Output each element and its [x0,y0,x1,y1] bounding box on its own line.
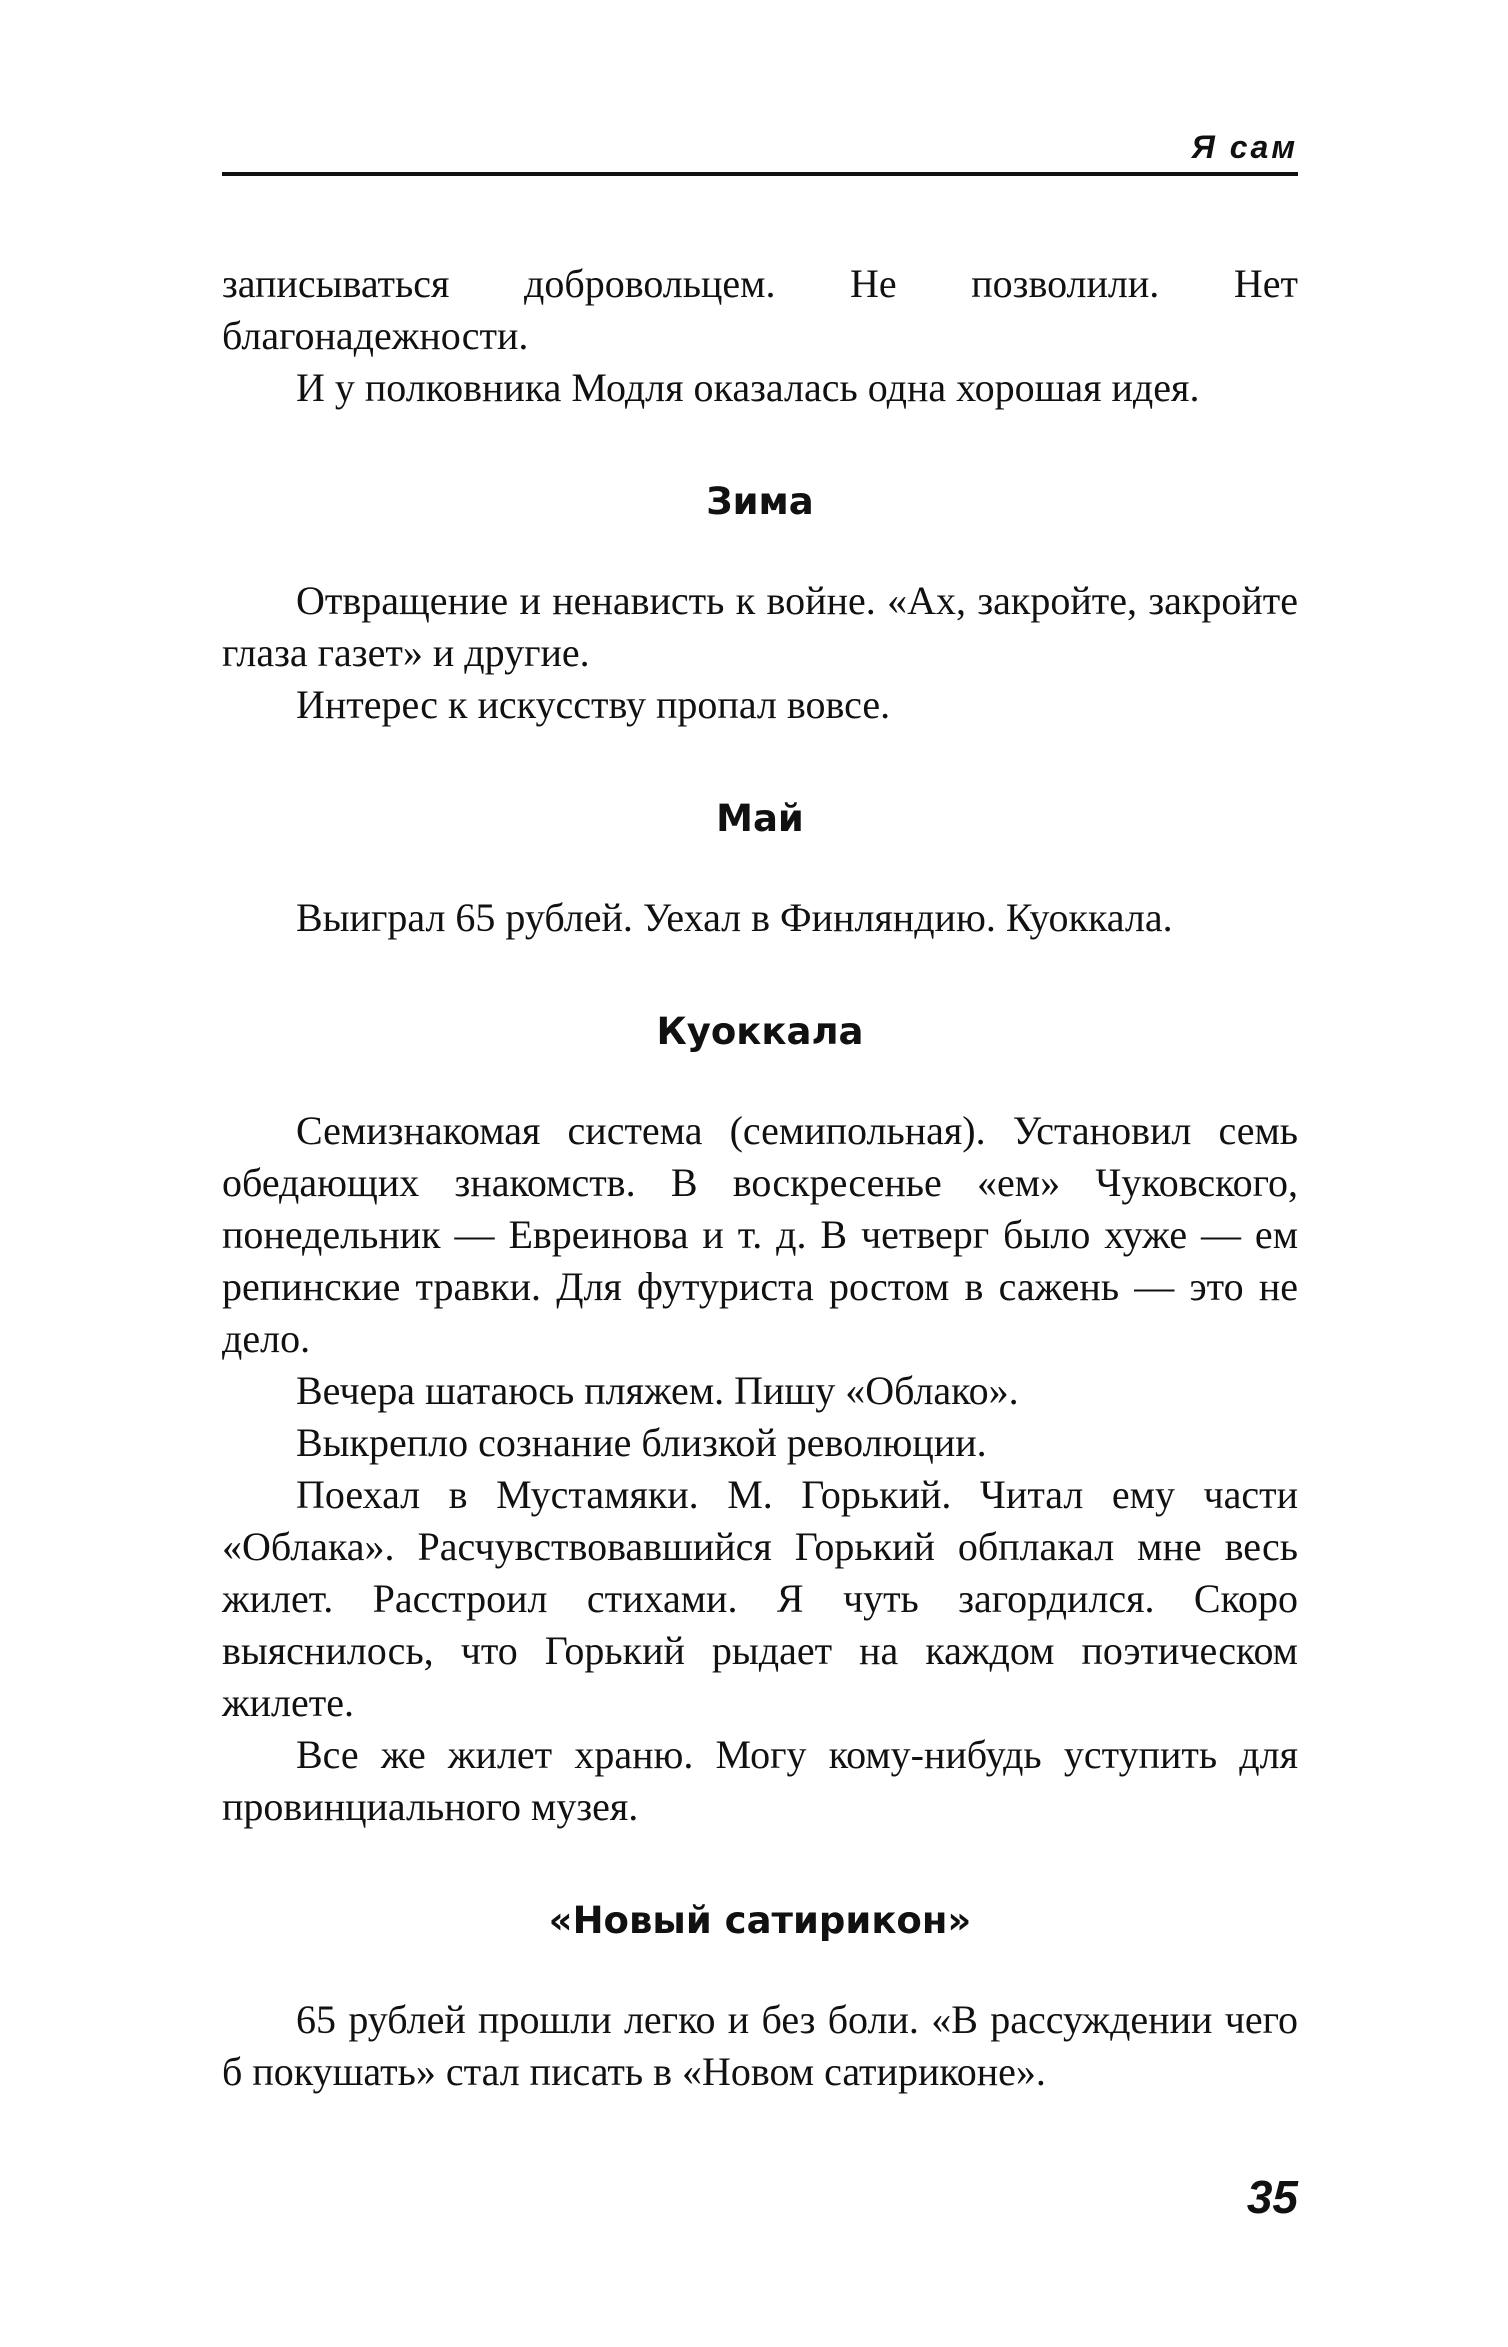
section-heading-may: Май [716,797,804,840]
section-heading-novyi-satirikon: «Новый сатирикон» [548,1899,972,1942]
running-head-title: Я сам [1191,129,1298,165]
paragraph: Семизнакомая система (семипольная). Установил семь обедающих знакомств. В воскресенье «ем» Чуковского, понедельник — Евреинова и т. д. В четверг было хуже — ем репинские травки. Для футуриста ростом в сажень — это не дело. [222,1108,1298,1361]
section-heading-kuokkala: Куоккала [656,1010,864,1053]
paragraph: 65 рублей прошли легко и без боли. «В рассуждении чего б покушать» стал писать в «Новом сатириконе». [222,1997,1298,2094]
paragraph: Поехал в Мустамяки. М. Горький. Читал ему части «Облака». Расчувствовавшийся Горький обплакал мне весь жилет. Расстроил стихами. Я чуть загордился. Скоро выяснилось, что Горький рыдает на каждом поэтическом жилете. [222,1472,1298,1725]
paragraph: Выиграл 65 рублей. Уехал в Финляндию. Куоккала. [296,895,1173,940]
paragraph: Вечера шатаюсь пляжем. Пишу «Облако». [296,1368,1019,1413]
paragraph: Отвращение и ненависть к войне. «Ах, закройте, закройте глаза газет» и другие. [222,578,1298,675]
page-number: 35 [1246,2171,1298,2223]
paragraph: Все же жилет храню. Могу кому-нибудь уступить для провинциального музея. [222,1732,1298,1829]
page-body [222,258,1298,2098]
running-header [222,128,1298,176]
paragraph: И у полковника Модля оказалась одна хорошая идея. [296,365,1200,410]
paragraph: Интерес к искусству пропал вовсе. [296,682,891,727]
section-heading-zima: Зима [706,480,814,523]
paragraph: Выкрепло сознание близкой революции. [296,1420,987,1465]
paragraph: записываться добровольцем. Не позволили. Нет благонадежности. [222,261,1298,358]
